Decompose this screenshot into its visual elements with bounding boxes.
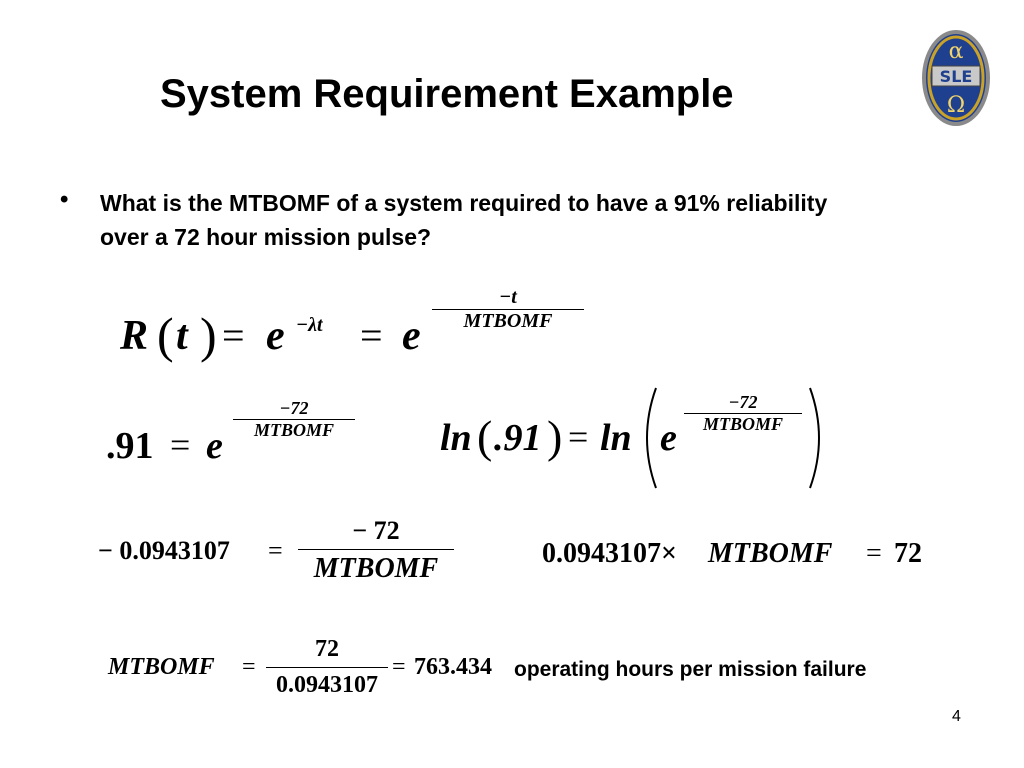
eq4-equals: = <box>268 536 283 565</box>
svg-text:Ω: Ω <box>946 93 966 118</box>
eq3-ln: ln <box>440 417 472 459</box>
fraction-bar <box>298 549 454 550</box>
organization-logo <box>920 28 992 128</box>
eq3-rparen: ) <box>547 411 563 462</box>
eq2-exp-denominator: MTBOMF <box>253 420 334 440</box>
eq6-lhs: MTBOMF <box>108 654 215 680</box>
eq1-equals-2: = <box>360 313 383 358</box>
eq5-lhs: 0.0943107× <box>542 538 677 569</box>
eq1-e: e <box>266 313 285 359</box>
eq6-fraction <box>266 636 388 699</box>
bullet-marker: • <box>60 186 69 213</box>
eq6-result: 763.434 <box>414 654 492 680</box>
eq6-numerator: 72 <box>315 636 339 662</box>
eq4-numerator: − 72 <box>352 516 400 545</box>
eq4-denominator: MTBOMF <box>313 553 439 584</box>
eq2-equals: = <box>170 425 191 465</box>
eq3-lparen: ( <box>477 411 493 462</box>
eq1-exponent-fraction <box>432 286 584 333</box>
eq4-lhs: − 0.0943107 <box>98 536 230 565</box>
slide-title: System Requirement Example <box>160 72 734 116</box>
eq6-denominator: 0.0943107 <box>276 672 378 698</box>
eq1-equals: = <box>222 313 245 358</box>
page-number: 4 <box>952 708 961 725</box>
eq3-e: e <box>660 417 677 459</box>
eq3-exponent-fraction <box>684 392 802 435</box>
eq1-R: R <box>120 313 149 359</box>
eq5-rhs: 72 <box>894 538 922 569</box>
eq4-fraction <box>298 516 454 585</box>
eq3-arg: .91 <box>494 417 542 459</box>
eq1-e-2: e <box>402 313 421 359</box>
eq1-lparen: ( <box>157 307 174 363</box>
svg-text:SLE: SLE <box>939 67 973 86</box>
question-bullet <box>60 186 880 254</box>
eq6-units-text: operating hours per mission failure <box>514 658 867 681</box>
eq2-lhs: .91 <box>106 425 154 467</box>
eq6-equals-2: = <box>392 654 406 680</box>
eq1-t: t <box>176 313 188 359</box>
question-text: What is the MTBOMF of a system required to have a 91% reliability over a 72 hour mission pulse? <box>100 190 828 250</box>
eq5-variable: MTBOMF <box>708 538 833 569</box>
eq2-e: e <box>206 425 223 467</box>
eq6-equals: = <box>242 654 256 680</box>
eq3-big-rparen <box>806 386 830 490</box>
eq3-ln-2: ln <box>600 417 632 459</box>
eq3-big-lparen <box>636 386 660 490</box>
eq3-equals: = <box>568 417 589 457</box>
eq1-exp-numerator: −t <box>499 286 517 308</box>
eq5-equals: = <box>866 538 882 569</box>
eq1-exponent: −λt <box>296 314 323 336</box>
eq1-rparen: ) <box>200 307 217 363</box>
eq3-exp-denominator: MTBOMF <box>702 414 783 434</box>
eq1-exp-denominator: MTBOMF <box>463 310 553 332</box>
eq2-exp-numerator: −72 <box>279 398 309 418</box>
eq3-exp-numerator: −72 <box>728 392 758 412</box>
svg-text:α: α <box>948 39 964 64</box>
fraction-bar <box>266 667 388 668</box>
eq2-exponent-fraction <box>233 398 355 441</box>
